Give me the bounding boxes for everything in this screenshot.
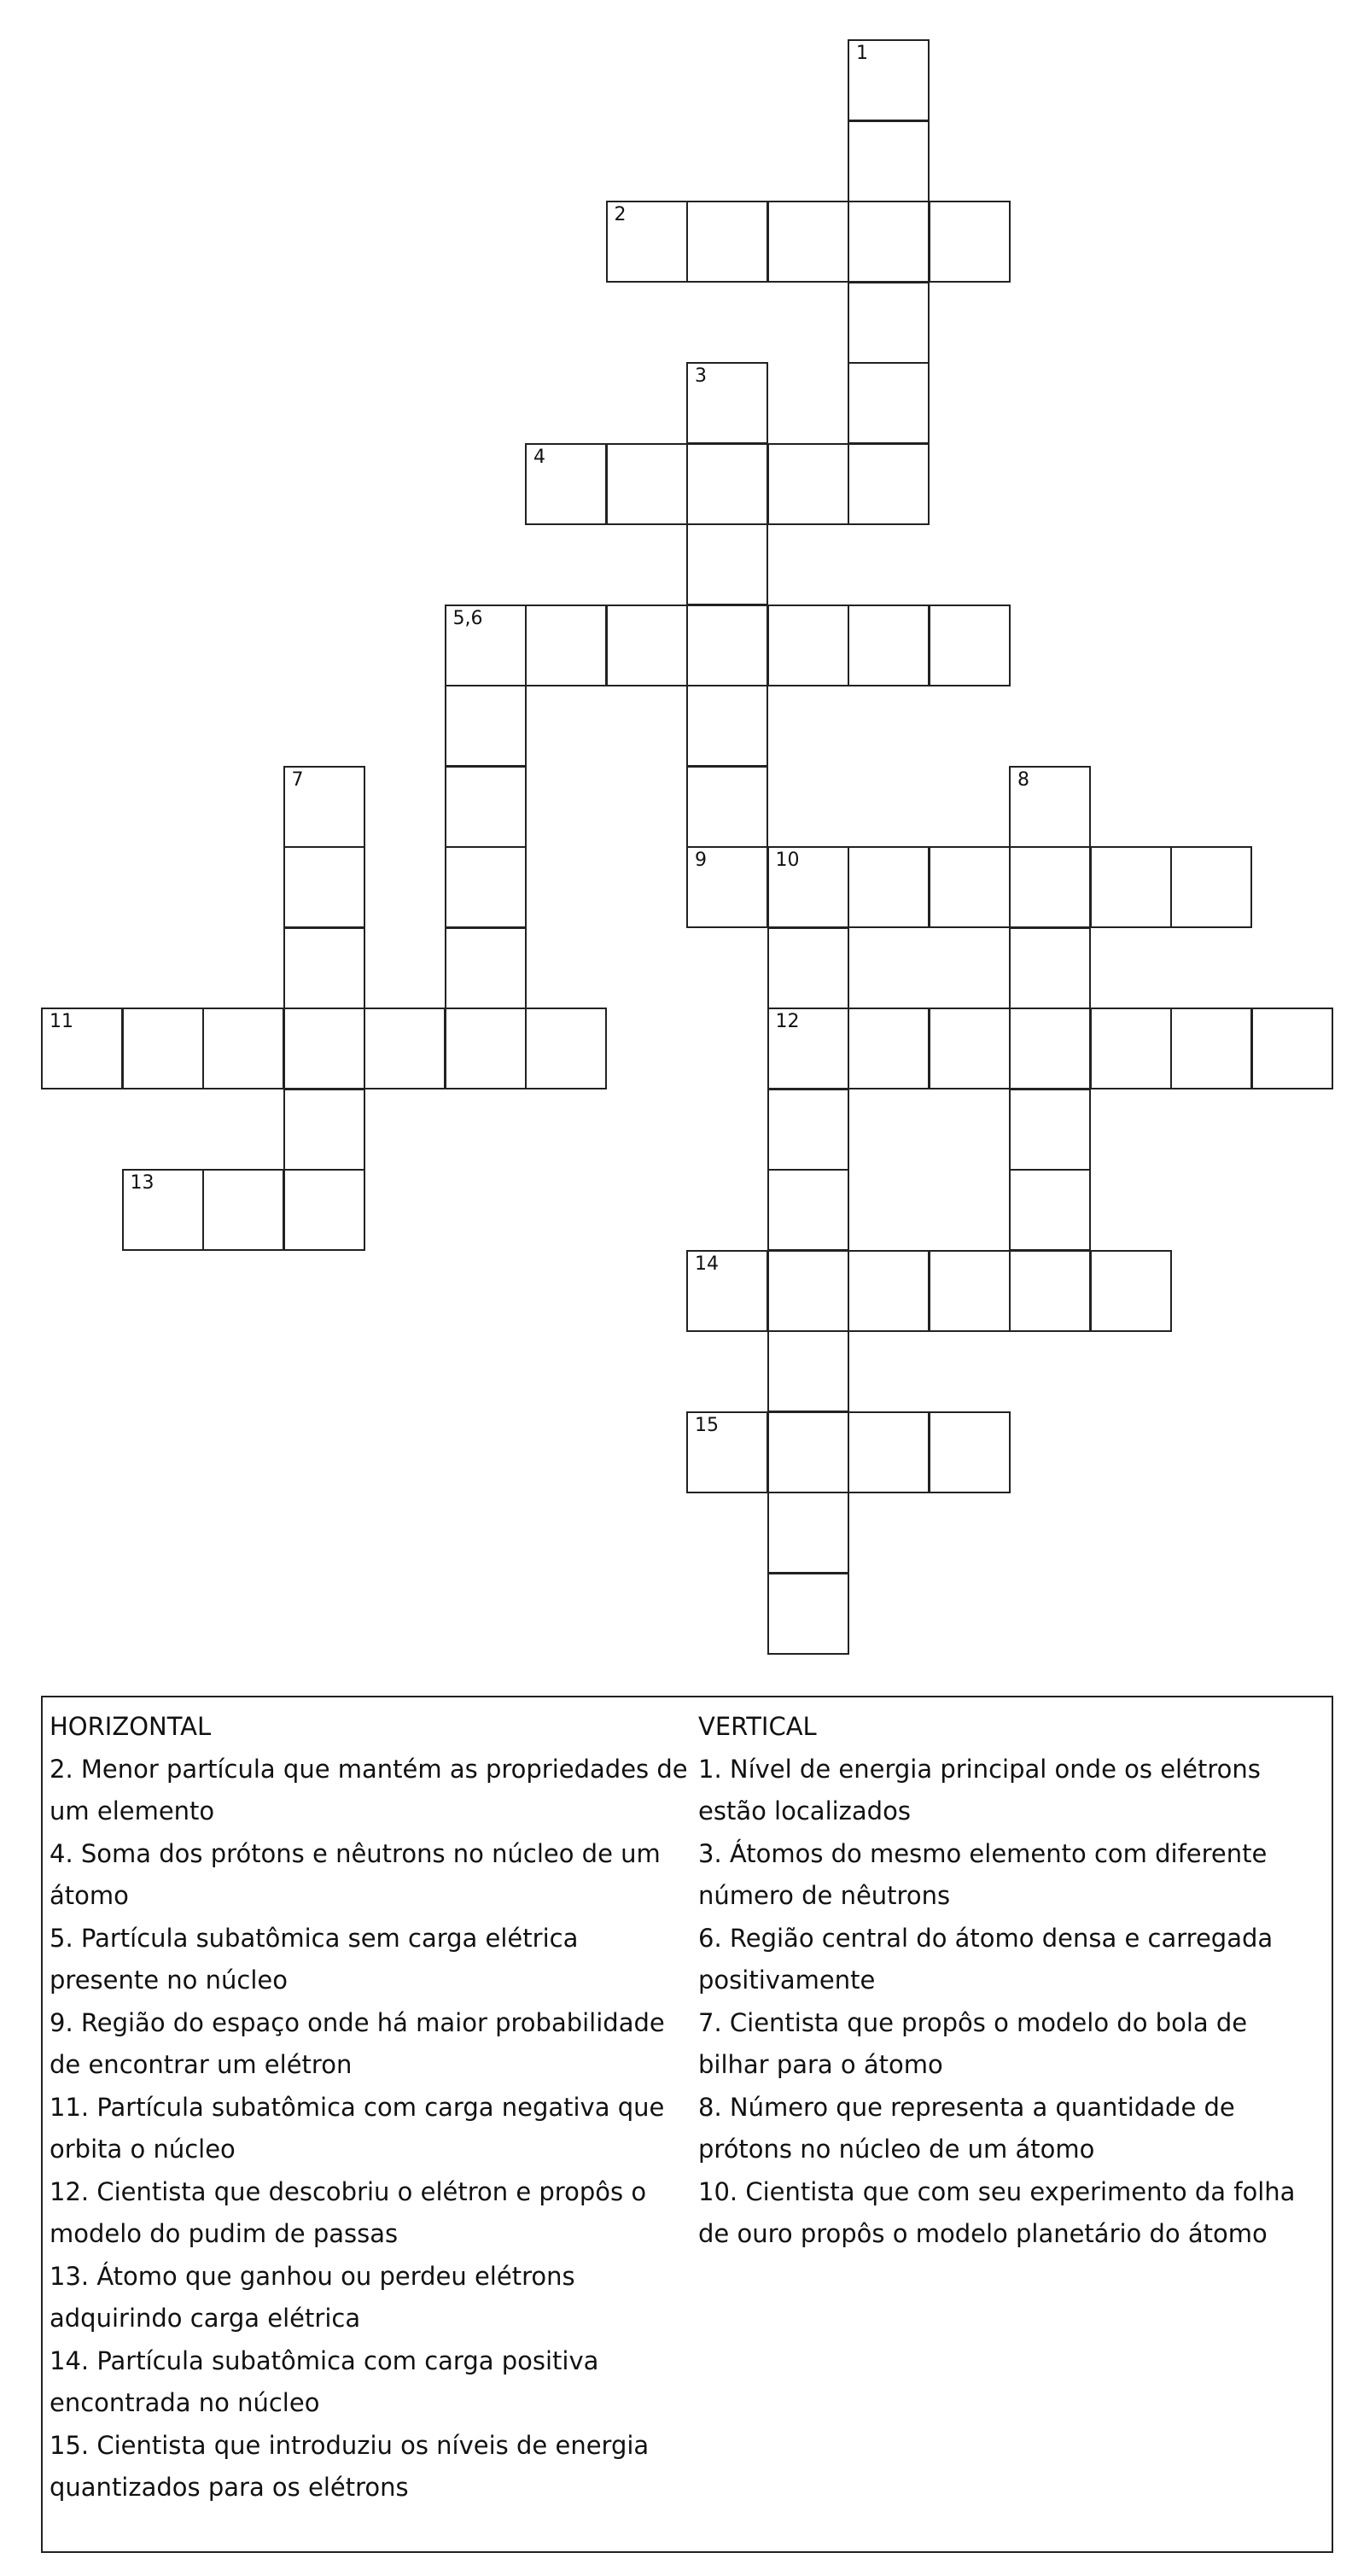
grid-cell[interactable] — [686, 1250, 768, 1332]
clue-number: 8 — [1017, 768, 1029, 791]
grid-cell[interactable] — [445, 605, 527, 686]
grid-cell[interactable] — [848, 362, 930, 444]
grid-cell[interactable] — [929, 846, 1011, 928]
grid-cell[interactable] — [767, 846, 849, 928]
grid-cell[interactable] — [767, 443, 849, 525]
clue-number: 5,6 — [452, 607, 483, 629]
clue-v-6: 6. Região central do átomo densa e carregada positivamente — [698, 1923, 1274, 1995]
grid-cell[interactable] — [1170, 846, 1252, 928]
clue-h-15: 15. Cientista que introduziu os níveis de energia quantizados para os elétrons — [50, 2430, 650, 2502]
clue-h-5: 5. Partícula subatômica sem carga elétrica presente no núcleo — [50, 1923, 579, 1995]
clue-number: 13 — [130, 1172, 154, 1194]
grid-cell[interactable] — [848, 282, 930, 364]
grid-cell[interactable] — [283, 927, 365, 1009]
grid-cell[interactable] — [767, 1573, 849, 1655]
grid-cell[interactable] — [848, 605, 930, 686]
grid-cell[interactable] — [445, 766, 527, 848]
grid-cell[interactable] — [1009, 927, 1091, 1009]
grid-cell[interactable] — [686, 685, 768, 767]
grid-cell[interactable] — [1009, 1008, 1091, 1089]
grid-cell[interactable] — [848, 846, 930, 928]
grid-cell[interactable] — [202, 1169, 284, 1251]
grid-cell[interactable] — [848, 443, 930, 525]
grid-cell[interactable] — [686, 605, 768, 686]
grid-cell[interactable] — [929, 1411, 1011, 1493]
clue-number: 12 — [775, 1011, 800, 1032]
grid-cell[interactable] — [122, 1169, 204, 1251]
grid-cell[interactable] — [686, 766, 768, 848]
clue-h-14: 14. Partícula subatômica com carga positiva encontrada no núcleo — [50, 2345, 599, 2417]
grid-cell[interactable] — [1009, 846, 1091, 928]
grid-cell[interactable] — [686, 201, 768, 283]
grid-cell[interactable] — [525, 605, 607, 686]
grid-cell[interactable] — [606, 605, 688, 686]
grid-cell[interactable] — [767, 1250, 849, 1332]
grid-cell[interactable] — [767, 1008, 849, 1089]
grid-cell[interactable] — [848, 120, 930, 202]
grid-cell[interactable] — [686, 443, 768, 525]
grid-cell[interactable] — [686, 523, 768, 605]
clue-v-7: 7. Cientista que propôs o modelo do bola de bilhar para o átomo — [698, 2007, 1248, 2079]
clue-h-13: 13. Átomo que ganhou ou perdeu elétrons adquirindo carga elétrica — [50, 2261, 575, 2333]
clue-number: 11 — [50, 1011, 73, 1032]
grid-cell[interactable] — [1251, 1008, 1333, 1089]
grid-cell[interactable] — [686, 362, 768, 444]
grid-cell[interactable] — [929, 201, 1011, 283]
vertical-title: VERTICAL — [698, 1712, 817, 1741]
grid-cell[interactable] — [445, 685, 527, 767]
grid-cell[interactable] — [848, 201, 930, 283]
grid-cell[interactable] — [767, 1411, 849, 1493]
grid-cell[interactable] — [283, 1089, 365, 1171]
grid-cell[interactable] — [525, 1008, 607, 1089]
grid-cell[interactable] — [122, 1008, 204, 1089]
grid-cell[interactable] — [364, 1008, 446, 1089]
clue-h-11: 11. Partícula subatômica com carga negativa que orbita o núcleo — [50, 2092, 665, 2164]
clue-number: 15 — [695, 1414, 719, 1436]
clue-number: 9 — [695, 850, 707, 871]
grid-cell[interactable] — [606, 201, 688, 283]
grid-cell[interactable] — [686, 1411, 768, 1493]
grid-cell[interactable] — [1009, 1089, 1091, 1171]
clue-number: 2 — [614, 204, 627, 225]
grid-cell[interactable] — [767, 927, 849, 1009]
clue-h-4: 4. Soma dos prótons e nêutrons no núcleo de um átomo — [50, 1838, 661, 1910]
vertical-clues — [698, 1706, 1321, 2256]
clue-v-10: 10. Cientista que com seu experimento da folha de ouro propôs o modelo planetário do átomo — [698, 2176, 1296, 2248]
clue-number: 1 — [856, 43, 868, 64]
grid-cell[interactable] — [41, 1008, 123, 1089]
grid-cell[interactable] — [445, 927, 527, 1009]
clue-number: 10 — [775, 850, 800, 871]
grid-cell[interactable] — [1170, 1008, 1252, 1089]
grid-cell[interactable] — [1009, 766, 1091, 848]
clue-h-9: 9. Região do espaço onde há maior probabilidade de encontrar um elétron — [50, 2007, 665, 2079]
grid-cell[interactable] — [767, 1492, 849, 1574]
grid-cell[interactable] — [445, 846, 527, 928]
horizontal-title: HORIZONTAL — [50, 1712, 212, 1741]
clue-number: 14 — [695, 1253, 719, 1275]
clue-number: 7 — [291, 768, 304, 791]
grid-cell[interactable] — [606, 443, 688, 525]
grid-cell[interactable] — [767, 1330, 849, 1412]
clue-v-1: 1. Nível de energia principal onde os elétrons estão localizados — [698, 1754, 1261, 1825]
grid-cell[interactable] — [848, 1008, 930, 1089]
grid-cell[interactable] — [202, 1008, 284, 1089]
grid-cell[interactable] — [1090, 846, 1172, 928]
grid-cell[interactable] — [929, 1250, 1011, 1332]
grid-cell[interactable] — [1090, 1008, 1172, 1089]
clue-h-2: 2. Menor partícula que mantém as propriedades de um elemento — [50, 1754, 688, 1825]
grid-cell[interactable] — [767, 1169, 849, 1251]
grid-cell[interactable] — [525, 443, 607, 525]
horizontal-clues — [50, 1706, 691, 2509]
grid-cell[interactable] — [283, 1008, 365, 1089]
grid-cell[interactable] — [848, 1411, 930, 1493]
clue-v-3: 3. Átomos do mesmo elemento com diferente número de nêutrons — [698, 1838, 1268, 1910]
grid-cell[interactable] — [848, 39, 930, 121]
grid-cell[interactable] — [767, 605, 849, 686]
grid-cell[interactable] — [929, 1008, 1011, 1089]
grid-cell[interactable] — [848, 1250, 930, 1332]
grid-cell[interactable] — [686, 846, 768, 928]
grid-cell[interactable] — [1009, 1250, 1091, 1332]
clue-h-12: 12. Cientista que descobriu o elétron e propôs o modelo do pudim de passas — [50, 2176, 647, 2248]
grid-cell[interactable] — [929, 605, 1011, 686]
grid-cell[interactable] — [1090, 1250, 1172, 1332]
grid-cell[interactable] — [445, 1008, 527, 1089]
grid-cell[interactable] — [767, 1089, 849, 1171]
clue-number: 3 — [695, 365, 707, 387]
grid-cell[interactable] — [1009, 1169, 1091, 1251]
grid-cell[interactable] — [767, 201, 849, 283]
grid-cell[interactable] — [283, 766, 365, 848]
clue-v-8: 8. Número que representa a quantidade de prótons no núcleo de um átomo — [698, 2092, 1235, 2164]
grid-cell[interactable] — [283, 846, 365, 928]
clue-number: 4 — [533, 446, 545, 468]
clues-box — [41, 1696, 1333, 2553]
grid-cell[interactable] — [283, 1169, 365, 1251]
